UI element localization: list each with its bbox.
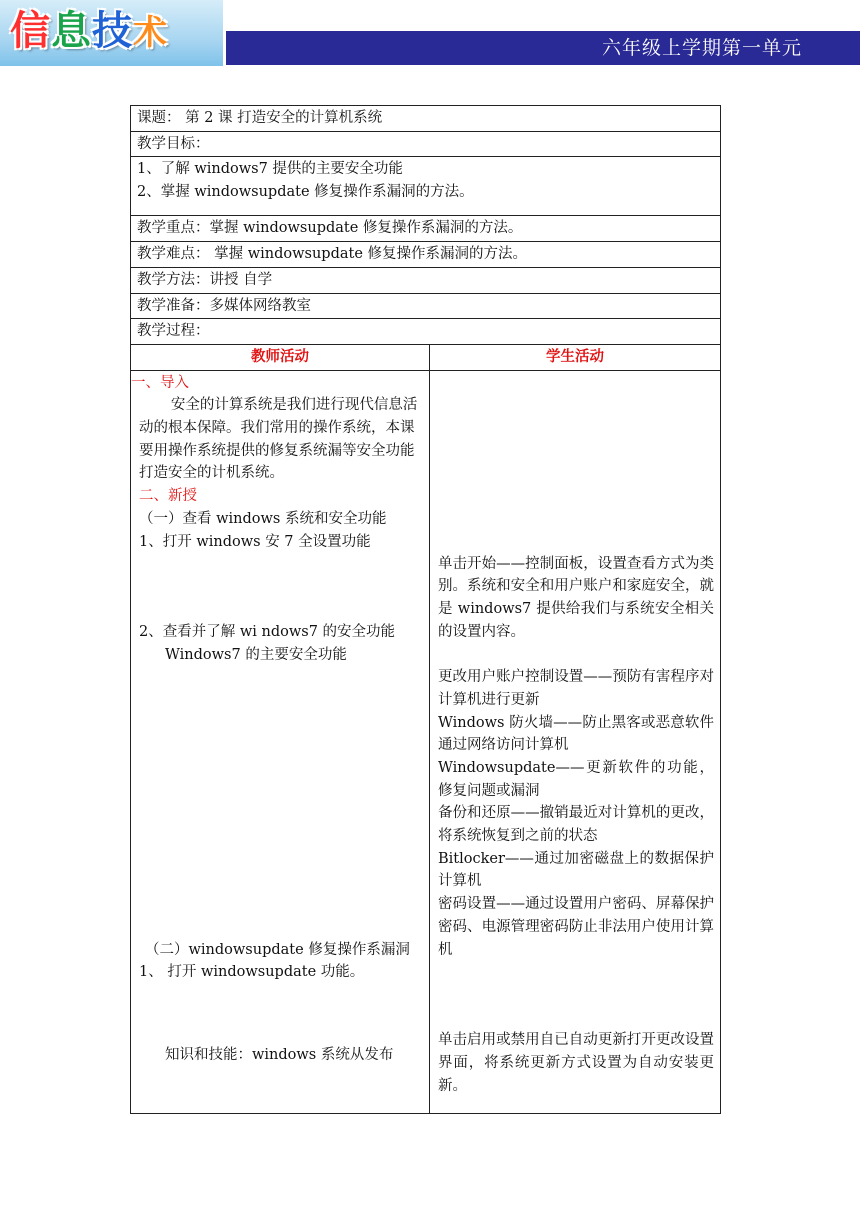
objectives-cell bbox=[131, 157, 721, 216]
topic-cell: 课题： 第 2 课 打造安全的计算机系统 bbox=[131, 106, 721, 132]
feature-item: 更改用户账户控制设置——预防有害程序对计算机进行更新 bbox=[438, 669, 715, 708]
objective-item: 1、了解 windows7 提供的主要安全功能 bbox=[137, 161, 403, 178]
subject-logo bbox=[0, 0, 226, 66]
step-view-security: 2、查看并了解 wi ndows7 的安全功能 bbox=[139, 624, 396, 641]
feature-item: Bitlocker——通过加密磁盘上的数据保护计算机 bbox=[438, 850, 715, 890]
method-cell: 教学方法：讲授 自学 bbox=[131, 267, 721, 293]
process-label-row bbox=[131, 319, 721, 345]
student-activity-header: 学生活动 bbox=[430, 344, 721, 370]
preparation-cell: 教学准备：多媒体网络教室 bbox=[131, 293, 721, 319]
student-step-control-panel: 单击开始——控制面板，设置查看方式为类别。系统和安全和用户账户和家庭安全，就是 windows7 提供给我们与系统安全相关的设置内容。 bbox=[438, 555, 715, 640]
knowledge-skills-text: 知识和技能：windows 系统从发布 bbox=[165, 1047, 394, 1064]
feature-item: 备份和还原——撤销最近对计算机的更改，将系统恢复到之前的状态 bbox=[438, 805, 715, 845]
column-header-row bbox=[131, 344, 721, 370]
logo-char-4: 术 bbox=[133, 13, 168, 53]
logo-char-2: 息 bbox=[51, 8, 92, 54]
objectives-label-row bbox=[131, 131, 721, 157]
step-open-update: 1、 打开 windowsupdate 功能。 bbox=[139, 964, 365, 981]
intro-text: 安全的计算系统是我们进行现代信息活动的根本保障。我们常用的操作系统，本课要用操作系统提供的修复系统漏等安全功能打造安全的计机系统。 bbox=[139, 397, 418, 482]
feature-item: Windowsupdate——更新软件的功能，修复问题或漏洞 bbox=[438, 759, 715, 799]
difficulty-cell: 教学难点： 掌握 windowsupdate 修复操作系漏洞的方法。 bbox=[131, 242, 721, 268]
header-banner bbox=[0, 0, 860, 66]
lesson-plan-table bbox=[130, 105, 721, 1114]
intro-heading: 一、导入 bbox=[131, 374, 189, 391]
teacher-activity-header: 教师活动 bbox=[131, 344, 430, 370]
preparation-row bbox=[131, 293, 721, 319]
feature-item: 密码设置——通过设置用户密码、屏幕保护密码、电源管理密码防止非法用户使用计算机 bbox=[438, 896, 715, 958]
process-row bbox=[131, 370, 721, 1113]
step-view-security-sub: Windows7 的主要安全功能 bbox=[165, 647, 347, 664]
objectives-label: 教学目标： bbox=[131, 131, 721, 157]
unit-title: 六年级上学期第一单元 bbox=[601, 37, 802, 59]
logo-char-3: 技 bbox=[92, 8, 133, 54]
feature-item: Windows 防火墙——防止黑客或恶意软件通过网络访问计算机 bbox=[438, 714, 715, 754]
student-activity-cell bbox=[430, 370, 721, 1113]
process-label: 教学过程： bbox=[131, 319, 721, 345]
topic-row bbox=[131, 106, 721, 132]
logo-text bbox=[10, 6, 168, 58]
new-lesson-heading: 二、新授 bbox=[139, 488, 197, 505]
objectives-row bbox=[131, 157, 721, 216]
step-open-security: 1、打开 windows 安 7 全设置功能 bbox=[139, 533, 371, 550]
section-one-title: （一）查看 windows 系统和安全功能 bbox=[139, 510, 387, 527]
section-two-title: （二）windowsupdate 修复操作系漏洞 bbox=[145, 941, 410, 958]
difficulty-row bbox=[131, 242, 721, 268]
student-step-auto-update: 单击启用或禁用自已自动更新打开更改设置界面，将系统更新方式设置为自动安装更新。 bbox=[438, 1032, 715, 1094]
objective-item: 2、掌握 windowsupdate 修复操作系漏洞的方法。 bbox=[137, 184, 474, 201]
key-point-cell: 教学重点：掌握 windowsupdate 修复操作系漏洞的方法。 bbox=[131, 216, 721, 242]
logo-char-1: 信 bbox=[10, 8, 51, 54]
method-row bbox=[131, 267, 721, 293]
teacher-activity-cell bbox=[131, 370, 430, 1113]
key-point-row bbox=[131, 216, 721, 242]
